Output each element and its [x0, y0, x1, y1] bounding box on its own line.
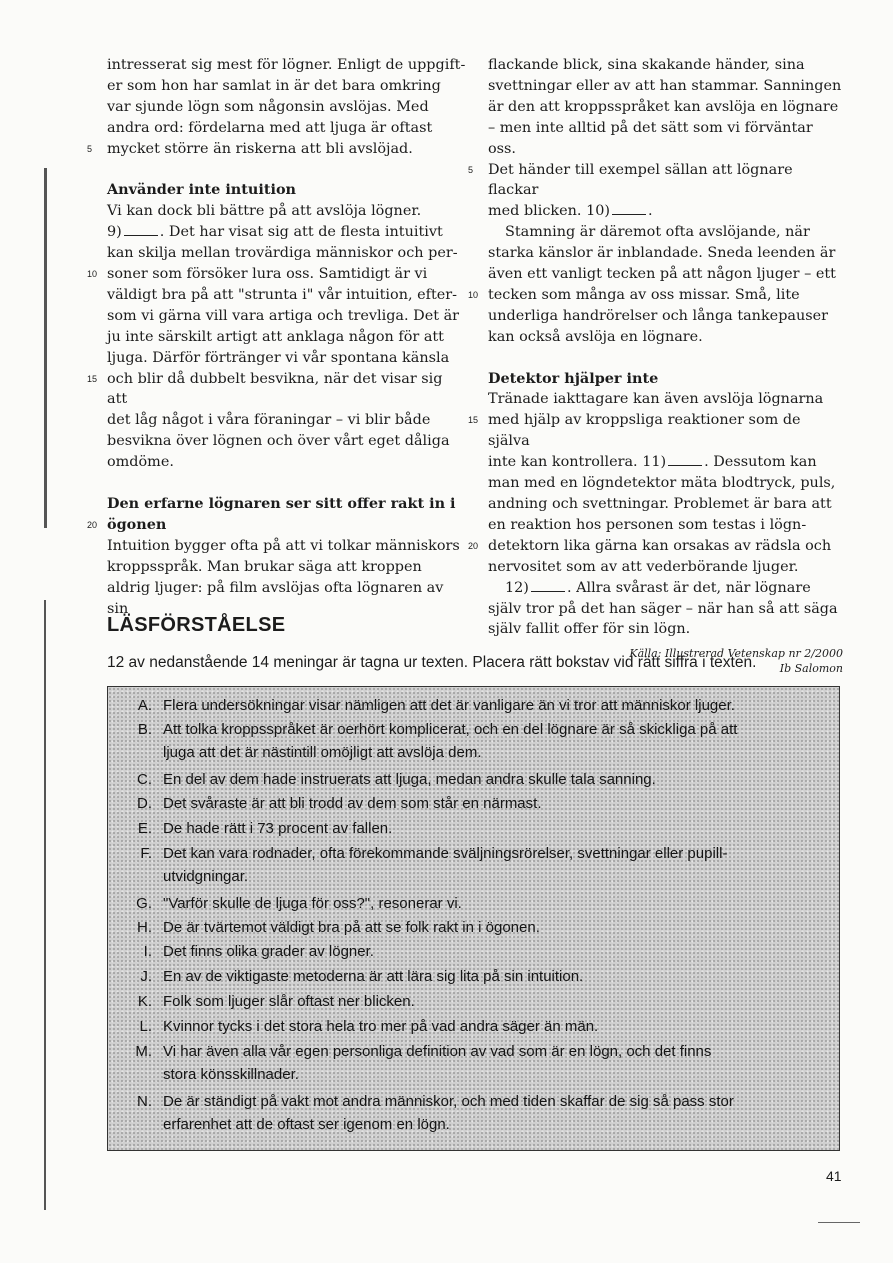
text-line: underliga handrörelser och långa tankepauser — [488, 307, 829, 324]
line-number: 10 — [87, 269, 98, 280]
text-line: det låg något i våra föraningar – vi blir både — [107, 412, 431, 429]
scan-edge-mark — [44, 168, 47, 528]
option-text: ljuga att det är nästintill omöjligt att avslöja dem. — [163, 743, 482, 761]
option-item[interactable] — [126, 843, 826, 888]
text-line: 5 mycket större än riskerna att bli avslöjad. — [107, 139, 467, 160]
option-text: De hade rätt i 73 procent av fallen. — [163, 820, 393, 837]
scan-edge-mark — [818, 1222, 860, 1223]
option-text: Flera undersökningar visar nämligen att det är vanligare än vi tror att människor ljuger. — [163, 697, 735, 714]
option-letter: H. — [137, 919, 152, 936]
option-letter: M. — [135, 1043, 152, 1060]
line-number: 15 — [87, 373, 98, 384]
option-item[interactable] — [126, 941, 826, 964]
option-text: utvidgningar. — [163, 867, 249, 885]
text-line: 10 soner som försöker lura oss. Samtidigt är vi — [107, 264, 467, 285]
text-line: som vi gärna vill vara artiga och trevliga. Det är — [107, 307, 460, 324]
option-item[interactable] — [126, 966, 826, 989]
option-text: De är tvärtemot väldigt bra på att se folk rakt in i ögonen. — [163, 919, 540, 936]
text-line: er som hon har samlat in är det bara omkring — [107, 77, 441, 94]
scan-edge-mark — [44, 600, 46, 1210]
text-line: 12) . Allra svårast är det, när lögnare — [505, 579, 811, 596]
option-text: Folk som ljuger slår oftast ner blicken. — [163, 993, 415, 1010]
option-letter: C. — [137, 771, 152, 788]
text-line: 10 tecken som många av oss missar. Små, lite — [488, 285, 843, 306]
text-line: Intuition bygger ofta på att vi tolkar människors — [107, 537, 460, 554]
text-line: Tränade iakttagare kan även avslöja lögnarna — [488, 391, 824, 408]
text-line: Vi kan dock bli bättre på att avslöja lögner. — [107, 203, 422, 220]
answer-blank-11[interactable] — [668, 453, 702, 466]
exercise-instruction: 12 av nedanstående 14 meningar är tagna ur texten. Placera rätt bokstav vid rätt siffra i texten. — [107, 654, 757, 671]
text-line: ljuga. Därför förtränger vi vår spontana känsla — [107, 349, 450, 366]
text-line: även ett vanligt tecken på att någon ljuger – ett — [488, 266, 836, 283]
text-line: 5 Det händer till exempel sällan att lögnare flackar — [468, 161, 793, 199]
option-text: Vi har även alla vår egen personliga definition av vad som är en lögn, och det finns — [163, 1043, 712, 1060]
text-line: väldigt bra på att "strunta i" vår intuition, efter- — [107, 286, 457, 303]
option-item[interactable] — [126, 818, 826, 841]
option-text: Det kan vara rodnader, ofta förekommande sväljningsrörelser, svettningar eller pupill- — [163, 845, 728, 862]
option-letter: L. — [139, 1018, 152, 1035]
option-item[interactable] — [126, 991, 826, 1014]
text-line: är den att kroppsspråket kan avslöja en lögnare — [488, 98, 839, 115]
option-letter: F. — [140, 845, 152, 862]
text-line: flackande blick, sina skakande händer, sina — [488, 57, 805, 73]
answer-blank-12[interactable] — [531, 579, 565, 592]
text-line: aldrig ljuger: på film avslöjas ofta lögnaren av sin — [107, 579, 444, 617]
option-letter: B. — [137, 721, 152, 738]
option-letter: A. — [137, 697, 152, 714]
page-number: 41 — [826, 1168, 842, 1184]
text-line: omdöme. — [107, 454, 174, 471]
option-letter: I. — [143, 943, 152, 960]
text-line: en reaktion hos personen som testas i lögn- — [488, 516, 807, 533]
text-line: ju inte särskilt artigt att anklaga någon för att — [107, 328, 444, 345]
line-number: 10 — [468, 289, 479, 300]
option-letter: E. — [137, 820, 152, 837]
option-text: De är ständigt på vakt mot andra människor, och med tiden skaffar de sig så pass stor — [163, 1093, 734, 1110]
author-line: Ib Salomon — [779, 662, 843, 676]
text-line: själv fallit offer för sin lögn. — [488, 621, 691, 638]
text-line: själv tror på det han säger – när han så att säga — [488, 600, 838, 617]
option-item[interactable] — [126, 1041, 826, 1086]
text-line: kan också avslöja en lögnare. — [488, 328, 703, 345]
option-item[interactable] — [126, 917, 826, 940]
option-text: Det svåraste är att bli trodd av dem som står en närmast. — [163, 795, 542, 812]
answer-blank-10[interactable] — [612, 202, 646, 215]
option-item[interactable] — [126, 769, 826, 792]
text-line: var sjunde lögn som någonsin avslöjas. Med — [107, 98, 429, 115]
option-item[interactable] — [126, 1091, 826, 1136]
line-number: 15 — [468, 415, 479, 426]
text-line: 20 detektorn lika gärna kan orsakas av rädsla och — [488, 536, 843, 557]
text-line: – men inte alltid på det sätt som vi förväntar oss. — [488, 119, 813, 157]
text-line: 15 och blir då dubbelt besvikna, när det visar sig att — [87, 370, 443, 408]
text-line: andning och svettningar. Problemet är bara att — [488, 496, 832, 513]
line-number: 20 — [87, 519, 98, 530]
text-line: 9) . Det har visat sig att de flesta intuitivt — [107, 224, 443, 241]
options-box — [107, 686, 840, 1151]
source-line: Källa: Illustrerad Vetenskap nr 2/2000 — [629, 647, 843, 661]
text-line: med blicken. 10) . — [488, 203, 653, 220]
text-line: kan skilja mellan trovärdiga människor och per- — [107, 245, 458, 262]
option-item[interactable] — [126, 719, 826, 764]
text-line: nervositet som av att vederbörande ljuger. — [488, 558, 799, 575]
text-line: man med en lögndetektor mäta blodtryck, puls, — [488, 475, 836, 492]
text-line: intresserat sig mest för lögner. Enligt de uppgift- — [107, 57, 466, 73]
option-item[interactable] — [126, 1016, 826, 1039]
answer-blank-9[interactable] — [124, 223, 158, 236]
section-heading: Använder inte intuition — [107, 181, 297, 199]
text-line: starka känslor är inblandade. Sneda leenden är — [488, 245, 836, 262]
option-item[interactable] — [126, 793, 826, 816]
line-number: 5 — [468, 164, 474, 175]
option-letter: N. — [137, 1093, 152, 1110]
section-heading: Den erfarne lögnaren ser sitt offer rakt in i — [107, 495, 456, 512]
text-line: inte kan kontrollera. 11) . Dessutom kan — [488, 454, 817, 471]
option-letter: J. — [140, 968, 152, 985]
line-number: 5 — [87, 143, 93, 154]
text-line: svettningar eller av att han stammar. Sanningen — [488, 77, 842, 94]
option-text: Att tolka kroppsspråket är oerhört komplicerat, och en del lögnare är så skickliga på att — [163, 721, 738, 738]
option-text: erfarenhet att de oftast ser igenom en lögn. — [163, 1115, 450, 1133]
exercise-heading: LÄSFÖRSTÅELSE — [107, 614, 286, 636]
section-heading: 20 ögonen — [107, 515, 467, 536]
option-text: Kvinnor tycks i det stora hela tro mer på vad andra säger än män. — [163, 1018, 599, 1035]
option-letter: G. — [136, 895, 152, 912]
option-text: En av de viktigaste metoderna är att lära sig lita på sin intuition. — [163, 968, 584, 985]
left-column — [87, 55, 467, 619]
option-letter: K. — [137, 993, 152, 1010]
option-item[interactable] — [126, 695, 826, 718]
option-text: stora könsskillnader. — [163, 1065, 299, 1083]
right-column — [468, 55, 843, 676]
line-number: 20 — [468, 540, 479, 551]
option-item[interactable] — [126, 893, 826, 916]
section-heading: Detektor hjälper inte — [488, 369, 659, 387]
text-line: 15 med hjälp av kroppsliga reaktioner som de själva — [468, 412, 801, 450]
option-text: "Varför skulle de ljuga för oss?", resonerar vi. — [163, 895, 462, 912]
text-line: kroppsspråk. Man brukar säga att kroppen — [107, 558, 422, 575]
text-line: Stamning är däremot ofta avslöjande, när — [505, 224, 810, 241]
option-text: Det finns olika grader av lögner. — [163, 943, 374, 960]
text-line: besvikna över lögnen och över vårt eget dåliga — [107, 433, 450, 450]
option-text: En del av dem hade instruerats att ljuga, medan andra skulle tala sanning. — [163, 771, 656, 788]
option-letter: D. — [137, 795, 152, 812]
text-line: andra ord: fördelarna med att ljuga är oftast — [107, 119, 433, 136]
